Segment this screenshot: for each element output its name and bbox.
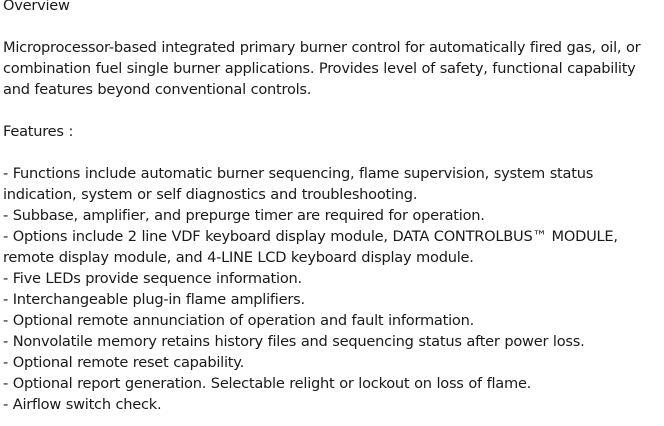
feature-item: - Options include 2 line VDF keyboard display module, DATA CONTROLBUS™ MODULE, remote display module, and 4-LINE LCD keyboard display module. [3, 228, 618, 266]
feature-item: - Optional report generation. Selectable relight or lockout on loss of flame. [3, 375, 532, 392]
feature-item: - Optional remote annunciation of operation and fault information. [3, 312, 474, 329]
features-heading: Features : [3, 123, 74, 140]
spacer [3, 100, 661, 121]
feature-item: - Airflow switch check. [3, 396, 162, 413]
feature-list [3, 163, 661, 415]
feature-item: - Nonvolatile memory retains history files and sequencing status after power loss. [3, 333, 585, 350]
overview-heading: Overview [3, 0, 70, 14]
product-description [3, 0, 661, 415]
overview-text: Microprocessor-based integrated primary burner control for automatically fired gas, oil, or combination fuel single burner applications. Provides level of safety, functional capability and features beyond conventional controls. [3, 39, 641, 98]
feature-item: - Interchangeable plug-in flame amplifiers. [3, 291, 305, 308]
feature-item: - Five LEDs provide sequence information. [3, 270, 302, 287]
feature-item: - Subbase, amplifier, and prepurge timer are required for operation. [3, 207, 485, 224]
spacer [3, 16, 661, 37]
feature-item: - Functions include automatic burner sequencing, flame supervision, system status indication, system or self diagnostics and troubleshooting. [3, 165, 594, 203]
feature-item: - Optional remote reset capability. [3, 354, 244, 371]
spacer [3, 142, 661, 163]
